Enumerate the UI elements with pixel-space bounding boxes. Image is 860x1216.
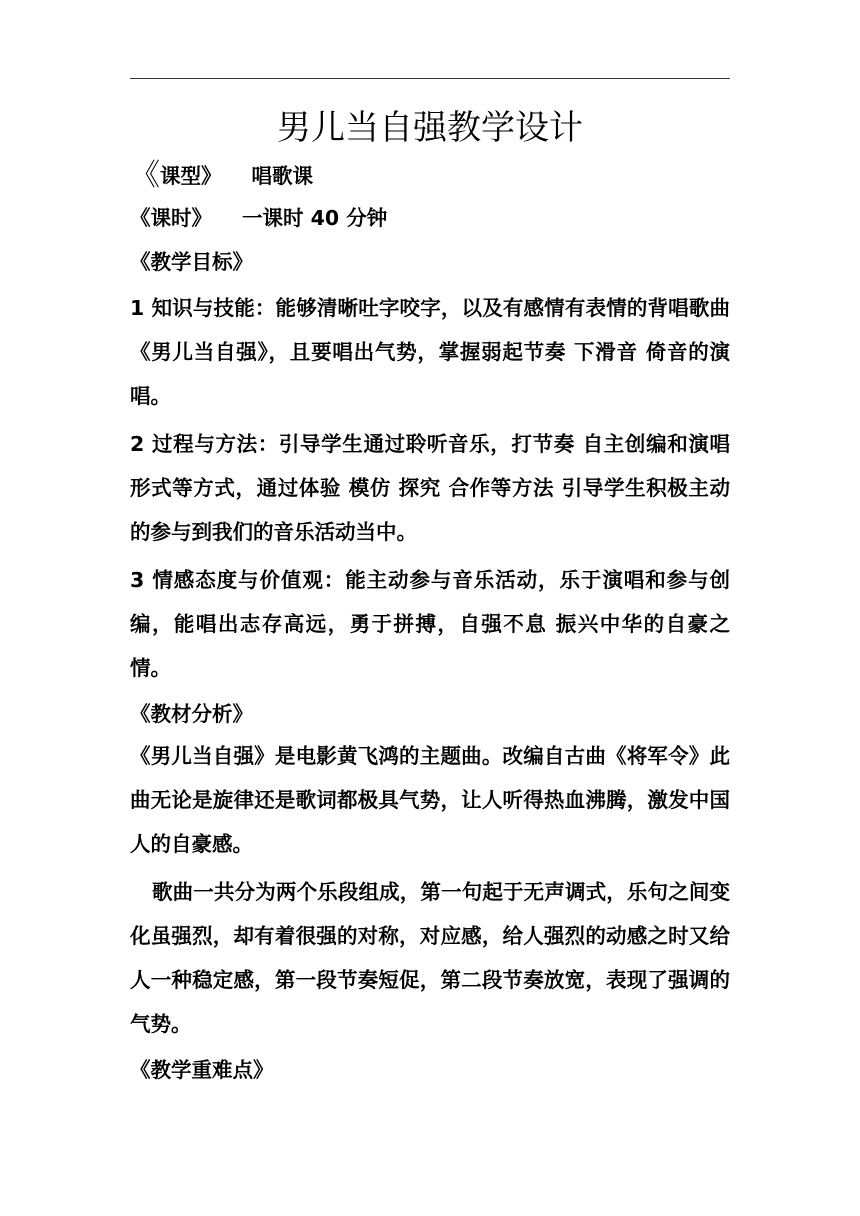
analysis-paragraph-1: 《男儿当自强》是电影黄飞鸿的主题曲。改编自古曲《将军令》此曲无论是旋律还是歌词都极具气势，让人听得热血沸腾，激发中国人的自豪感。 [130, 744, 730, 856]
lesson-time-row [130, 198, 730, 238]
lesson-time-value: 一课时 40 分钟 [242, 206, 388, 230]
analysis-paragraph-2: 歌曲一共分为两个乐段组成，第一句起于无声调式，乐句之间变化虽强烈，却有着很强的对称，对应感，给人强烈的动感之时又给人一种稳定感，第一段节奏短促，第二段节奏放宽，表现了强调的气势。 [130, 880, 730, 1036]
analysis-heading: 《教材分析》 [130, 702, 253, 726]
document-body [130, 154, 730, 1090]
key-points-heading: 《教学重难点》 [130, 1058, 274, 1082]
lesson-type-bracket: 《 [130, 158, 160, 193]
objective-item-3: 3 情感态度与价值观：能主动参与音乐活动，乐于演唱和参与创编，能唱出志存高远，勇于拼搏，自强不息 振兴中华的自豪之情。 [130, 568, 730, 680]
lesson-type-row [130, 154, 730, 198]
header-rule [130, 78, 730, 79]
objective-item-1: 1 知识与技能：能够清晰吐字咬字，以及有感情有表情的背唱歌曲《男儿当自强》，且要唱出气势，掌握弱起节奏 下滑音 倚音的演唱。 [130, 296, 730, 408]
lesson-time-label: 《课时》 [130, 206, 212, 230]
lesson-type-value: 唱歌课 [251, 164, 313, 188]
lesson-type-label: 课型》 [160, 164, 222, 188]
objective-item-2: 2 过程与方法：引导学生通过聆听音乐，打节奏 自主创编和演唱形式等方式，通过体验 模仿 探究 合作等方法 引导学生积极主动的参与到我们的音乐活动当中。 [130, 432, 730, 544]
objectives-heading: 《教学目标》 [130, 250, 253, 274]
document-title: 男儿当自强教学设计 [277, 108, 583, 148]
